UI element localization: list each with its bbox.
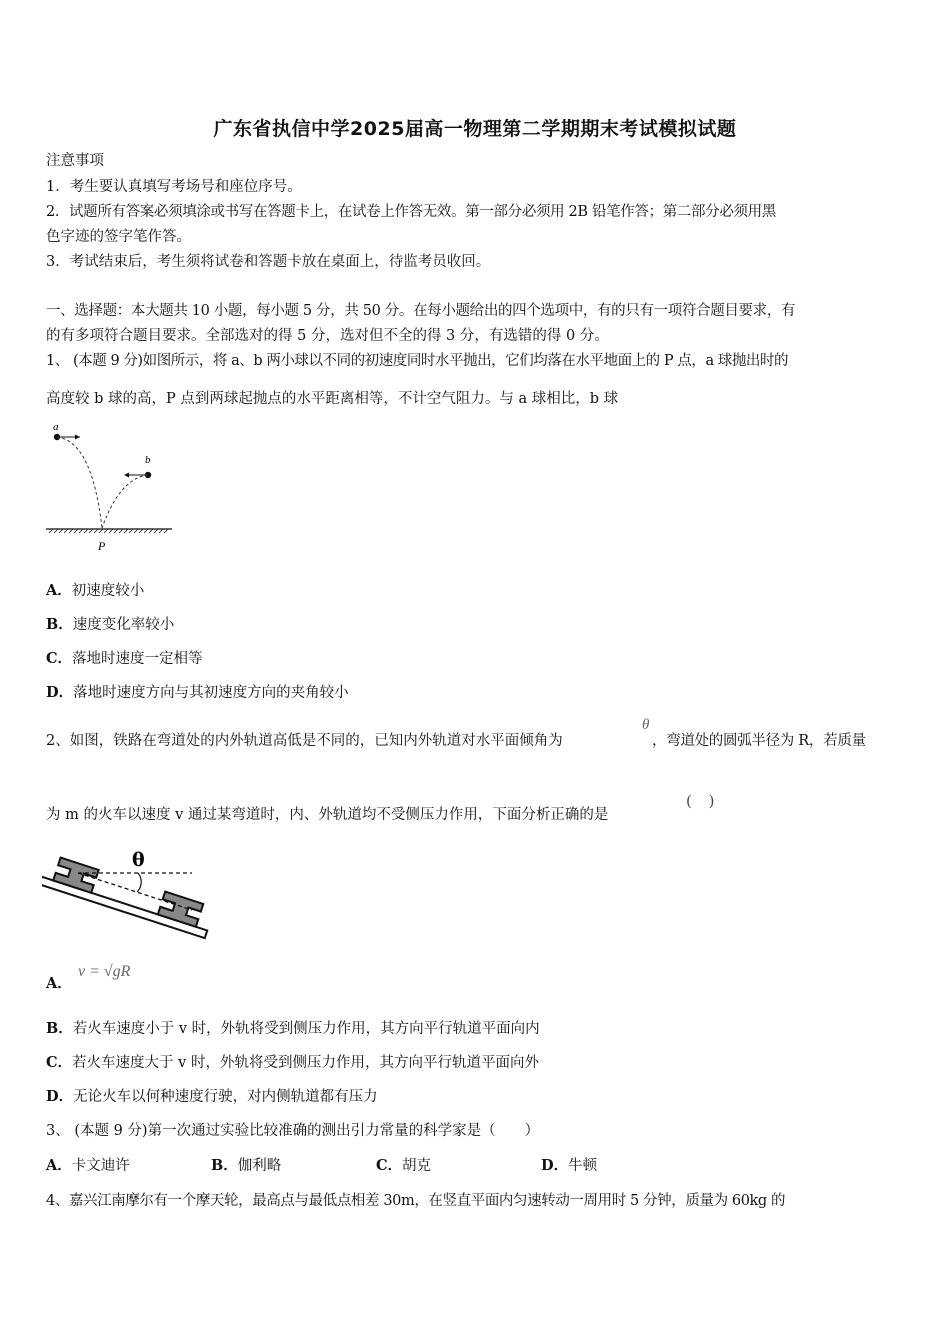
incline-reference [78,873,192,910]
option-a: A．卡文迪许 [46,1157,130,1174]
notice-heading: 注意事项 [46,153,104,169]
rail-figure [42,840,212,952]
section-instructions: 的有多项符合题目要求。全部选对的得 5 分，选对但不全的得 3 分，有选错的得 0 分。 [46,328,609,344]
question-2-stem: ，弯道处的圆弧半径为 R，若质量 [652,733,866,749]
notice-item: 2．试题所有答案必须填涂或书写在答题卡上，在试卷上作答无效。第一部分必须用 2B 铅笔作答；第二部分必须用黑 [46,204,776,220]
notice-item: 色字迹的签字笔作答。 [46,229,191,245]
question-3-stem: 3、 (本题 9 分)第一次通过实验比较准确的测出引力常量的科学家是（ ） [46,1123,540,1139]
question-1-stem: 高度较 b 球的高，P 点到两球起抛点的水平距离相等，不计空气阻力。与 a 球相比，b 球 [46,391,619,407]
option-c: C．若火车速度大于 v 时，外轨将受到侧压力作用，其方向平行轨道平面向外 [46,1054,539,1071]
option-d: D．牛顿 [541,1157,598,1174]
section-instructions: 一、选择题：本大题共 10 小题，每小题 5 分，共 50 分。在每小题给出的四个选项中，有的只有一项符合题目要求，有 [46,303,796,319]
option-a: A．初速度较小 [46,582,145,599]
option-c: C．落地时速度一定相等 [46,650,203,667]
option-b: B．速度变化率较小 [46,616,175,633]
option-d: D．落地时速度方向与其初速度方向的夹角较小 [46,684,349,701]
projectile-figure [40,418,180,558]
answer-bracket: ( ) [686,792,721,810]
theta-symbol: θ [642,717,650,733]
option-b: B．若火车速度小于 v 时，外轨将受到侧压力作用，其方向平行轨道平面向内 [46,1020,540,1037]
question-2-stem: 2、如图，铁路在弯道处的内外轨道高低是不同的，已知内外轨道对水平面倾角为 [46,733,563,749]
notice-item: 1．考生要认真填写考场号和座位序号。 [46,179,302,195]
formula-v: v = √gR [78,963,131,980]
option-d: D．无论火车以何种速度行驶，对内侧轨道都有压力 [46,1088,378,1105]
notice-item: 3．考试结束后，考生须将试卷和答题卡放在桌面上，待监考员收回。 [46,254,491,270]
theta-label: θ [132,849,145,871]
option-c: C．胡克 [376,1157,432,1174]
question-2-stem: 为 m 的火车以速度 v 通过某弯道时，内、外轨道均不受侧压力作用，下面分析正确的是 [46,807,609,823]
trajectory-b [102,475,148,528]
question-4-stem: 4、嘉兴江南摩尔有一个摩天轮，最高点与最低点相差 30m，在竖直平面内匀速转动一周用时 5 分钟，质量为 60kg 的 [46,1193,786,1209]
trajectory-a [57,437,102,528]
question-1-stem: 1、 (本题 9 分)如图所示，将 a、b 两小球以不同的初速度同时水平抛出，它们均落在水平地面上的 P 点，a 球抛出时的 [46,353,789,369]
label-p: P [98,539,106,553]
label-a: a [53,421,59,433]
option-b: B．伽利略 [211,1157,282,1174]
option-a: A． [46,975,72,992]
page-title: 广东省执信中学2025届高一物理第二学期期末考试模拟试题 [213,118,737,140]
label-b: b [145,454,151,466]
